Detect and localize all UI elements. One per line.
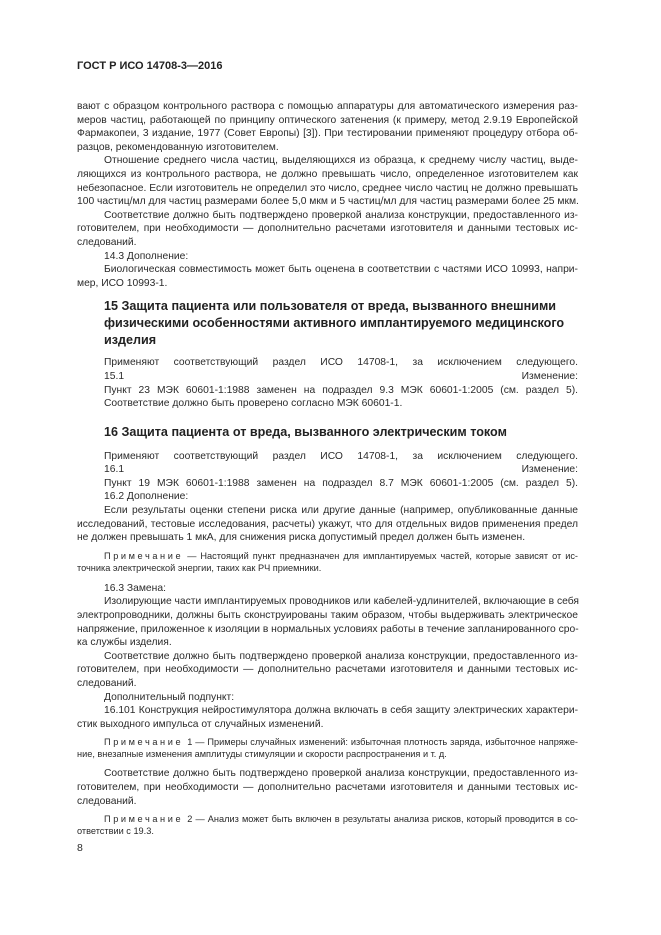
text-line: Соответствие должно быть подтверждено проверкой анализа конструкции, предоставленного из-: [104, 209, 578, 221]
text-line: Биологическая совместимость может быть оценена в соответствии с частями ИСО 10993, напри-: [104, 264, 578, 276]
text-line: 14.3 Дополнение:: [104, 250, 189, 262]
text-line: 16.1 Изменение:: [104, 464, 578, 476]
text-line: напряжение, приложенное к изоляции в нормальных условиях работы в течение запланированного сро-: [77, 623, 579, 635]
heading-line: 16 Защита пациента от вреда, вызванного электрическим током: [104, 424, 507, 439]
text-line: 100 частиц/мл для частиц размерами более 5,0 мкм и 5 частиц/мл для частиц размерами более 25 мкм.: [77, 196, 579, 208]
paragraph: [77, 582, 578, 596]
note: [77, 550, 578, 574]
note-text: — Настоящий пункт предназначен для имплантируемых частей, которые зависят от ис-: [187, 550, 578, 561]
text-line: Соответствие должно быть подтверждено проверкой анализа конструкции, предоставленного из-: [104, 650, 578, 662]
text-line: Пункт 23 МЭК 60601-1:1988 заменен на подраздел 9.3 МЭК 60601-1:2005 (см. раздел 5).: [104, 384, 578, 396]
text-line: Пункт 19 МЭК 60601-1:1988 заменен на подраздел 8.7 МЭК 60601-1:2005 (см. раздел 5).: [104, 477, 578, 489]
text-line: следований.: [77, 236, 137, 248]
paragraph: [77, 767, 578, 808]
text-line: не должен превышать 1 мкА, для снижения риска допустимый предел должен быть изменен.: [77, 532, 526, 544]
page-number: 8: [77, 842, 83, 854]
paragraph: [77, 595, 578, 649]
text-line: исследований, тестовые исследования, расчеты) укажут, что для отдельных видов применения предел: [77, 518, 578, 530]
text-line: следований.: [77, 678, 137, 689]
section-heading: [77, 298, 578, 349]
text-line: разцов, рекомендованную изготовителем.: [77, 141, 279, 153]
text-line: Применяют соответствующий раздел ИСО 14708-1, за исключением следующего.: [104, 357, 578, 369]
note-label: Примечание: [104, 737, 184, 748]
paragraph: [77, 504, 578, 545]
note-text: 2 — Анализ может быть включен в результаты анализа рисков, который проводится в со-: [187, 814, 578, 825]
text-line: небезопасное. Если изготовитель не определил это число, среднее число частиц не должно превышать: [77, 182, 578, 194]
text-line: Соответствие должно быть подтверждено проверкой анализа конструкции, предоставленного из-: [104, 768, 578, 780]
text-line: Если результаты оценки степени риска или другие данные (например, опубликованные данные: [104, 505, 578, 517]
text-line: Дополнительный подпункт:: [104, 691, 235, 703]
text-line: точника электрической энергии, таких как РЧ приемники.: [77, 562, 322, 573]
text-line: ответствии с 19.3.: [77, 826, 154, 837]
heading-line: физическими особенностями активного имплантируемого медицинского: [104, 316, 565, 331]
heading-line: изделия: [104, 333, 157, 348]
text-line: мер, ИСО 10993-1.: [77, 277, 168, 289]
paragraph: [77, 691, 578, 705]
text-line: 16.3 Замена:: [104, 582, 166, 594]
text-line: вают с образцом контрольного раствора с помощью аппаратуры для автоматического измерения раз-: [77, 101, 578, 112]
paragraph: [77, 209, 578, 250]
paragraph: [77, 356, 578, 410]
paragraph: [77, 450, 578, 504]
text-line: Фармакопеи, 3 издание, 1977 (Совет Европы) [3]). При тестировании применяют процедуру отбора об-: [77, 128, 578, 140]
text-line: Отношение среднего числа частиц, выделяющихся из образца, к среднему числу частиц, выде-: [104, 155, 578, 167]
text-line: Применяют соответствующий раздел ИСО 14708-1, за исключением следующего.: [104, 450, 578, 462]
text-line: ка службы изделия.: [77, 637, 172, 649]
text-line: готовителем, при необходимости — дополнительно расчетами изготовителя и данными тестовых ис-: [77, 781, 578, 793]
heading-line: 15 Защита пациента или пользователя от вреда, вызванного внешними: [104, 299, 557, 314]
text-line: Соответствие должно быть проверено согласно МЭК 60601-1.: [104, 398, 403, 410]
note: [77, 736, 578, 760]
paragraph: [77, 263, 578, 290]
text-line: 15.1 Изменение:: [104, 370, 578, 382]
text-line: следований.: [77, 795, 137, 807]
text-line: стик выходного импульса от случайных изменений.: [77, 718, 324, 730]
text-line: [77, 736, 578, 748]
text-line: 16.101 Конструкция нейростимулятора должна включать в себя защиту электрических характери-: [104, 705, 578, 717]
text-line: электропроводники, должны быть сконструированы таким образом, чтобы выдерживать электрическое: [77, 610, 578, 622]
text-line: меров частиц, работающей по принципу оптического затенения (к примеру, метод 2.9.19 Европейской: [77, 114, 578, 126]
text-line: 16.2 Дополнение:: [104, 491, 189, 503]
text-line: [77, 550, 578, 562]
text-line: [77, 813, 578, 825]
text-line: готовителем, при необходимости — дополнительно расчетами изготовителя и данными тестовых ис-: [77, 664, 578, 676]
text-line: ние, внезапные изменения амплитуды стимуляции и скорости распространения и т. д.: [77, 749, 447, 760]
paragraph: [77, 100, 578, 154]
paragraph: [77, 704, 578, 731]
section-heading: [77, 424, 578, 441]
document-header: ГОСТ Р ИСО 14708-3—2016: [77, 60, 223, 72]
text-line: Изолирующие части имплантируемых проводников или кабелей-удлинителей, включающие в себя: [104, 596, 579, 608]
note-label: Примечание: [104, 550, 184, 561]
paragraph: [77, 154, 578, 208]
note-label: Примечание: [104, 814, 184, 825]
paragraph: [77, 650, 578, 691]
paragraph: [77, 250, 578, 264]
note: [77, 813, 578, 837]
note-text: 1 — Примеры случайных изменений: избыточная плотность заряда, избыточное напряже-: [187, 737, 578, 748]
document-body: [77, 100, 578, 837]
text-line: готовителем, при необходимости — дополнительно расчетами изготовителя и данными тестовых ис-: [77, 223, 578, 235]
text-line: ляющихся из контрольного раствора, не должно превышать число, определенное изготовителем как: [77, 168, 578, 180]
